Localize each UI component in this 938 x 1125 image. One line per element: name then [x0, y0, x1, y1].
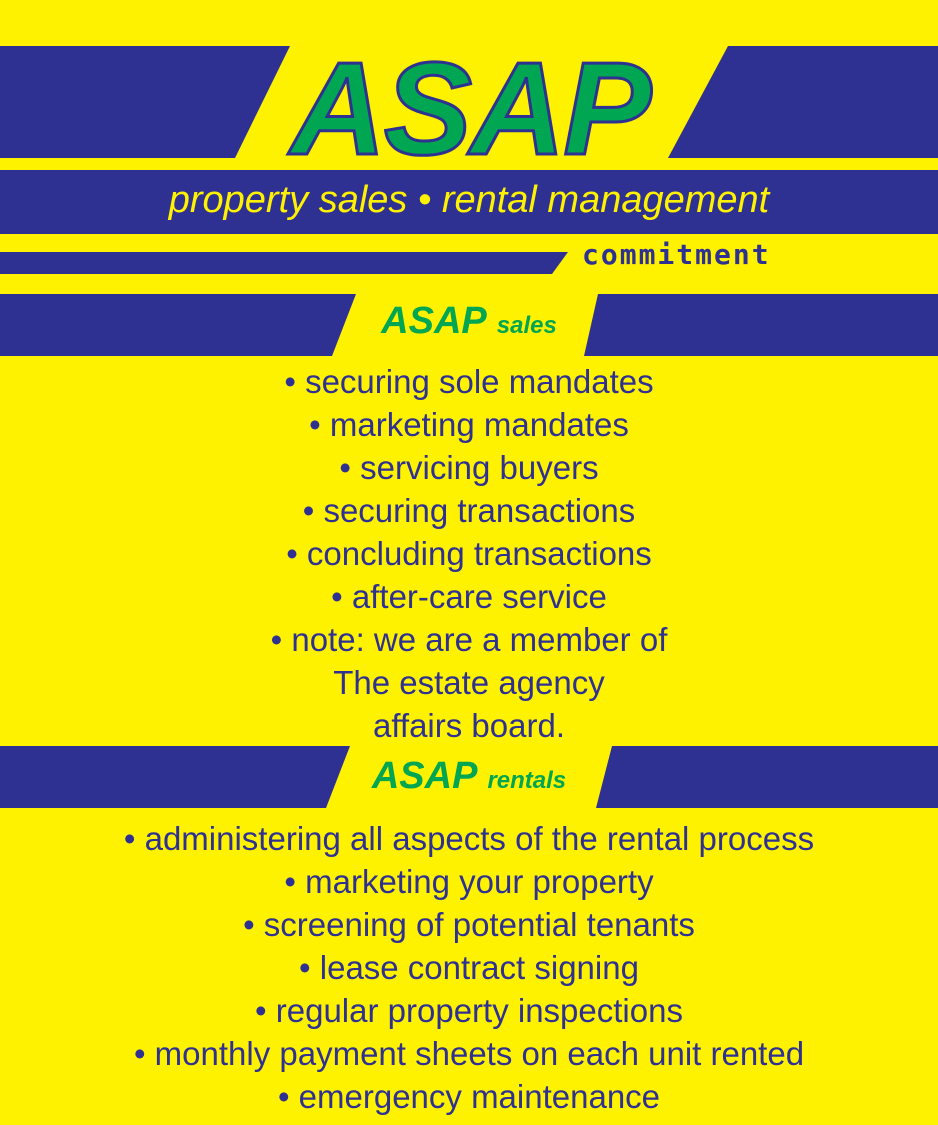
sales-title-suffix: sales — [496, 312, 557, 339]
list-item: • marketing your property — [284, 863, 654, 900]
list-item: • note: we are a member of — [270, 621, 668, 658]
list-item: • concluding transactions — [286, 535, 652, 572]
sales-heading — [0, 300, 938, 343]
sales-title: ASAP — [381, 300, 487, 342]
list-item: • lease contract signing — [299, 949, 639, 986]
commitment-label: commitment — [582, 238, 771, 271]
list-item: • screening of potential tenants — [243, 906, 695, 943]
list-item: • emergency maintenance — [277, 1078, 661, 1115]
rentals-title: ASAP — [371, 755, 478, 797]
list-item: • monthly payment sheets on each unit rented — [133, 1035, 805, 1072]
list-item: • securing transactions — [302, 492, 636, 529]
tagline: property sales • rental management — [168, 179, 770, 221]
list-item: • servicing buyers — [339, 449, 599, 486]
rentals-title-suffix: rentals — [487, 767, 567, 794]
rentals-heading — [0, 755, 938, 798]
logo-text: ASAP — [290, 40, 650, 170]
list-item: • securing sole mandates — [284, 363, 654, 400]
list-item: • after-care service — [331, 578, 607, 615]
list-item: affairs board. — [372, 707, 565, 744]
list-item: The estate agency — [333, 664, 605, 701]
sales-list — [0, 360, 938, 747]
asap-logo — [250, 40, 690, 170]
list-item: • regular property inspections — [255, 992, 683, 1029]
rentals-list — [0, 817, 938, 1118]
list-item: • marketing mandates — [309, 406, 629, 443]
list-item: • administering all aspects of the rental process — [123, 820, 815, 857]
